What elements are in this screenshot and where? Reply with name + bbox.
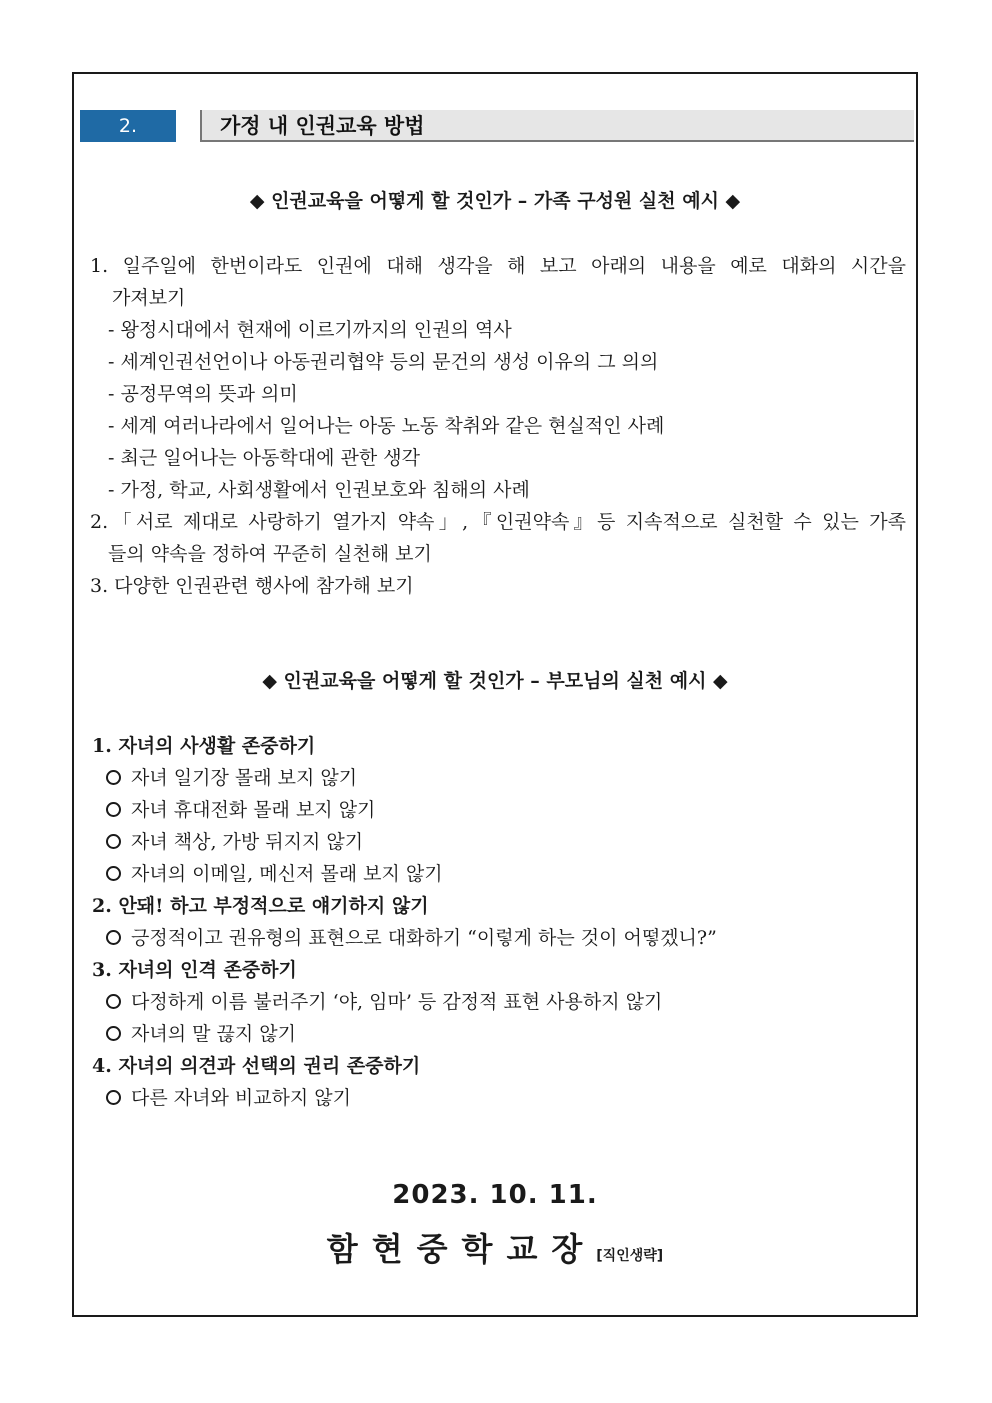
section-number: 2. — [80, 110, 176, 142]
list-item: - 왕정시대에서 현재에 이르기까지의 인권의 역사 — [108, 319, 512, 341]
circle-bullet-icon — [106, 866, 121, 881]
group-title: 3. 자녀의 인격 존중하기 — [92, 959, 297, 981]
circle-bullet-icon — [106, 994, 121, 1009]
list-item: 3. 다양한 인권관련 행사에 참가해 보기 — [90, 575, 414, 597]
list-item: 가져보기 — [112, 287, 186, 309]
circle-bullet-icon — [106, 930, 121, 945]
page-frame — [72, 72, 918, 1317]
list-item: 자녀의 말 끊지 않기 — [106, 1018, 296, 1050]
list-item: - 세계 여러나라에서 일어나는 아동 노동 착취와 같은 현실적인 사례 — [108, 415, 665, 437]
signer-block — [74, 1224, 916, 1270]
group-title: 4. 자녀의 의견과 선택의 권리 존중하기 — [92, 1055, 421, 1077]
list-item: - 공정무역의 뜻과 의미 — [108, 383, 298, 405]
list-item: 자녀 일기장 몰래 보지 않기 — [106, 762, 357, 794]
signer-name: 함현중학교장 — [326, 1230, 597, 1268]
list-item: 다정하게 이름 불러주기 ‘야, 임마’ 등 감정적 표현 사용하지 않기 — [106, 986, 662, 1018]
circle-bullet-icon — [106, 770, 121, 785]
list-item: 1. 일주일에 한번이라도 인권에 대해 생각을 해 보고 아래의 내용을 예로 대화의 시간을 — [90, 255, 906, 277]
group-title: 2. 안돼! 하고 부정적으로 얘기하지 않기 — [92, 895, 429, 917]
section-title: 가정 내 인권교육 방법 — [220, 114, 425, 138]
list-item: 자녀 책상, 가방 뒤지지 않기 — [106, 826, 363, 858]
circle-bullet-icon — [106, 802, 121, 817]
circle-bullet-icon — [106, 834, 121, 849]
family-practice-heading: ◆ 인권교육을 어떻게 할 것인가 – 가족 구성원 실천 예시 ◆ — [249, 190, 741, 212]
list-item: 2.「서로 제대로 사랑하기 열가지 약속」,『인권약속』등 지속적으로 실천할 수 있는 가족 — [90, 511, 906, 533]
circle-bullet-icon — [106, 1090, 121, 1105]
list-item: 자녀 휴대전화 몰래 보지 않기 — [106, 794, 375, 826]
section-header — [80, 110, 914, 142]
circle-bullet-icon — [106, 1026, 121, 1041]
parent-practice-heading: ◆ 인권교육을 어떻게 할 것인가 – 부모님의 실천 예시 ◆ — [262, 670, 728, 692]
list-item: - 가정, 학교, 사회생활에서 인권보호와 침해의 사례 — [108, 479, 530, 501]
seal-omitted-note: [직인생략] — [596, 1248, 664, 1264]
list-item: - 최근 일어나는 아동학대에 관한 생각 — [108, 447, 420, 469]
group-title: 1. 자녀의 사생활 존중하기 — [92, 735, 316, 757]
document-date: 2023. 10. 11. — [392, 1180, 598, 1210]
section-title-box — [200, 110, 914, 142]
list-item: 들의 약속을 정하여 꾸준히 실천해 보기 — [108, 543, 432, 565]
list-item: 긍정적이고 권유형의 표현으로 대화하기 “이렇게 하는 것이 어떻겠니?” — [106, 922, 717, 954]
list-item: 다른 자녀와 비교하지 않기 — [106, 1082, 351, 1114]
list-item: - 세계인권선언이나 아동권리협약 등의 문건의 생성 이유의 그 의의 — [108, 351, 659, 373]
list-item: 자녀의 이메일, 메신저 몰래 보지 않기 — [106, 858, 443, 890]
